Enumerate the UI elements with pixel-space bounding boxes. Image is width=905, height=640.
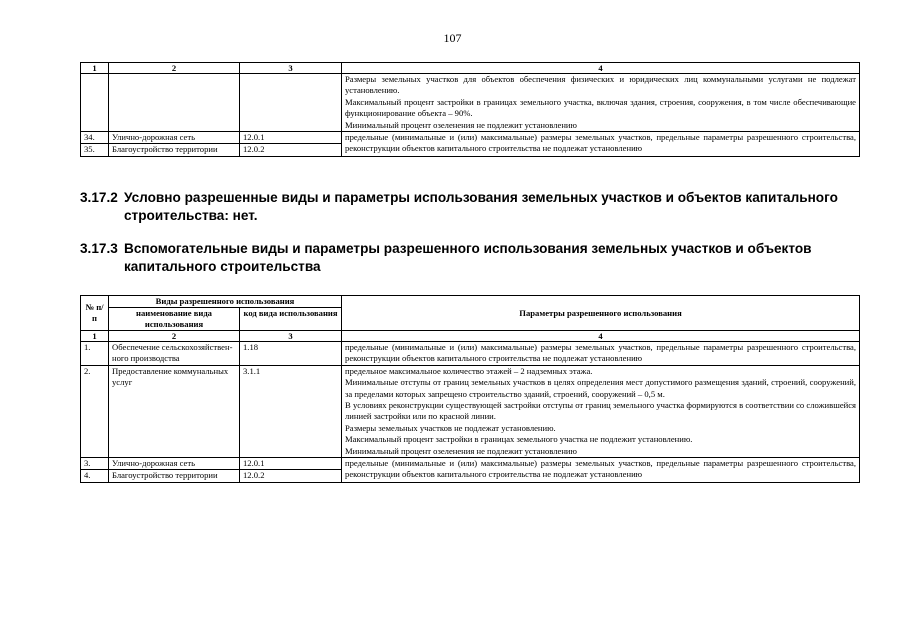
column-numbers-row xyxy=(81,331,860,342)
table-row xyxy=(81,342,860,366)
col-number: 4 xyxy=(342,331,860,342)
table-row xyxy=(81,365,860,457)
param-line: Размеры земельных участков не подлежат установлению. xyxy=(345,422,556,433)
use-name: Благоустройство территории xyxy=(109,470,240,482)
row-number: 4. xyxy=(81,470,109,482)
use-code: 12.0.1 xyxy=(240,458,342,470)
use-name: Благоустройство территории xyxy=(109,144,240,156)
table-row xyxy=(81,458,860,470)
shared-params: предельные (минимальные и (или) максимальные) размеры земельных участков, предельные параметры разрешенного строительства, реконструкции объектов капитального строительства не подлежат установлению xyxy=(342,132,860,157)
table-row xyxy=(81,74,860,132)
table-row xyxy=(81,132,860,144)
shared-params: предельные (минимальные и (или) максимальные) размеры земельных участков, предельные параметры разрешенного строительства, реконструкции объектов капитального строительства не подлежат установлению xyxy=(342,458,860,483)
row-number: 35. xyxy=(81,144,109,156)
col-number: 2 xyxy=(109,63,240,74)
use-params xyxy=(342,342,860,366)
section-heading-3-17-2 xyxy=(80,189,859,225)
use-name: Обеспечение сельскохозяйствен-ного производства xyxy=(109,342,240,366)
use-name: Улично-дорожная сеть xyxy=(109,132,240,144)
col-number: 3 xyxy=(240,331,342,342)
param-line: Минимальный процент озеленения не подлежит установлению xyxy=(345,445,577,456)
section-number: 3.17.2 xyxy=(80,190,118,205)
section-heading-3-17-3 xyxy=(80,240,859,276)
param-line: предельные (минимальные и (или) максимальные) размеры земельных участков, предельные параметры разрешенного строительства, реконструкции объектов капитального строительства не подлежат установлению xyxy=(345,342,857,364)
col-number: 4 xyxy=(342,63,860,74)
col-number: 1 xyxy=(81,331,109,342)
param-line: предельное максимальное количество этажей – 2 надземных этажа. xyxy=(345,365,593,376)
header-code: код вида использования xyxy=(240,308,342,331)
col-number: 1 xyxy=(81,63,109,74)
section-title-cont: капитального строительства xyxy=(124,259,321,274)
row-number: 3. xyxy=(81,458,109,470)
section-title-cont: строительства: нет. xyxy=(124,208,258,223)
use-name: Улично-дорожная сеть xyxy=(109,458,240,470)
use-code: 3.1.1 xyxy=(240,365,342,457)
use-code: 12.0.2 xyxy=(240,144,342,156)
use-params xyxy=(342,74,860,132)
section-title: Условно разрешенные виды и параметры использования земельных участков и объектов капитального xyxy=(124,190,838,205)
column-numbers-row xyxy=(81,63,860,74)
param-line: Максимальный процент застройки в границах земельного участка не подлежит установлению. xyxy=(345,434,693,445)
page-number: 107 xyxy=(443,31,462,45)
section-title: Вспомогательные виды и параметры разрешенного использования земельных участков и объектов xyxy=(124,241,812,256)
row-number: 1. xyxy=(81,342,109,366)
header-num: № п/п xyxy=(81,296,109,331)
row-number xyxy=(81,74,109,132)
param-line: Минимальный процент озеленения не подлежит установлению xyxy=(345,119,577,130)
param-line: Максимальный процент застройки в границах земельного участка, включая здания, строения, сооружения, в том числе обеспечивающие функционирование объекта – 90%. xyxy=(345,96,856,119)
table-continuation xyxy=(80,62,860,157)
col-number: 3 xyxy=(240,63,342,74)
use-code: 12.0.1 xyxy=(240,132,342,144)
header-name: наименование вида использования xyxy=(109,308,240,331)
param-line: Минимальные отступы от границ земельных участков в целях определения мест допустимого размещения зданий, строений, сооружений, за пределами которых запрещено строительство зданий, строений, сооружений – 0,5 м. xyxy=(345,377,857,399)
section-number: 3.17.3 xyxy=(80,241,118,256)
table-header-row xyxy=(81,296,860,308)
use-params xyxy=(342,365,860,457)
row-number: 2. xyxy=(81,365,109,457)
use-code xyxy=(240,74,342,132)
use-name: Предоставление коммунальных услуг xyxy=(109,365,240,457)
use-name xyxy=(109,74,240,132)
param-line: В условиях реконструкции существующей застройки отступы от границ земельного участка формируются в соответствии со сложившейся линией застройки или по красной линии. xyxy=(345,400,857,422)
col-number: 2 xyxy=(109,331,240,342)
param-line: Размеры земельных участков для объектов обеспечения физических и юридических лиц коммунальными услугами не подлежат установлению. xyxy=(345,74,856,96)
use-code: 12.0.2 xyxy=(240,470,342,482)
header-params: Параметры разрешенного использования xyxy=(342,296,860,331)
use-code: 1.18 xyxy=(240,342,342,366)
row-number: 34. xyxy=(81,132,109,144)
header-group: Виды разрешенного использования xyxy=(109,296,342,308)
table-auxiliary-uses xyxy=(80,295,860,483)
